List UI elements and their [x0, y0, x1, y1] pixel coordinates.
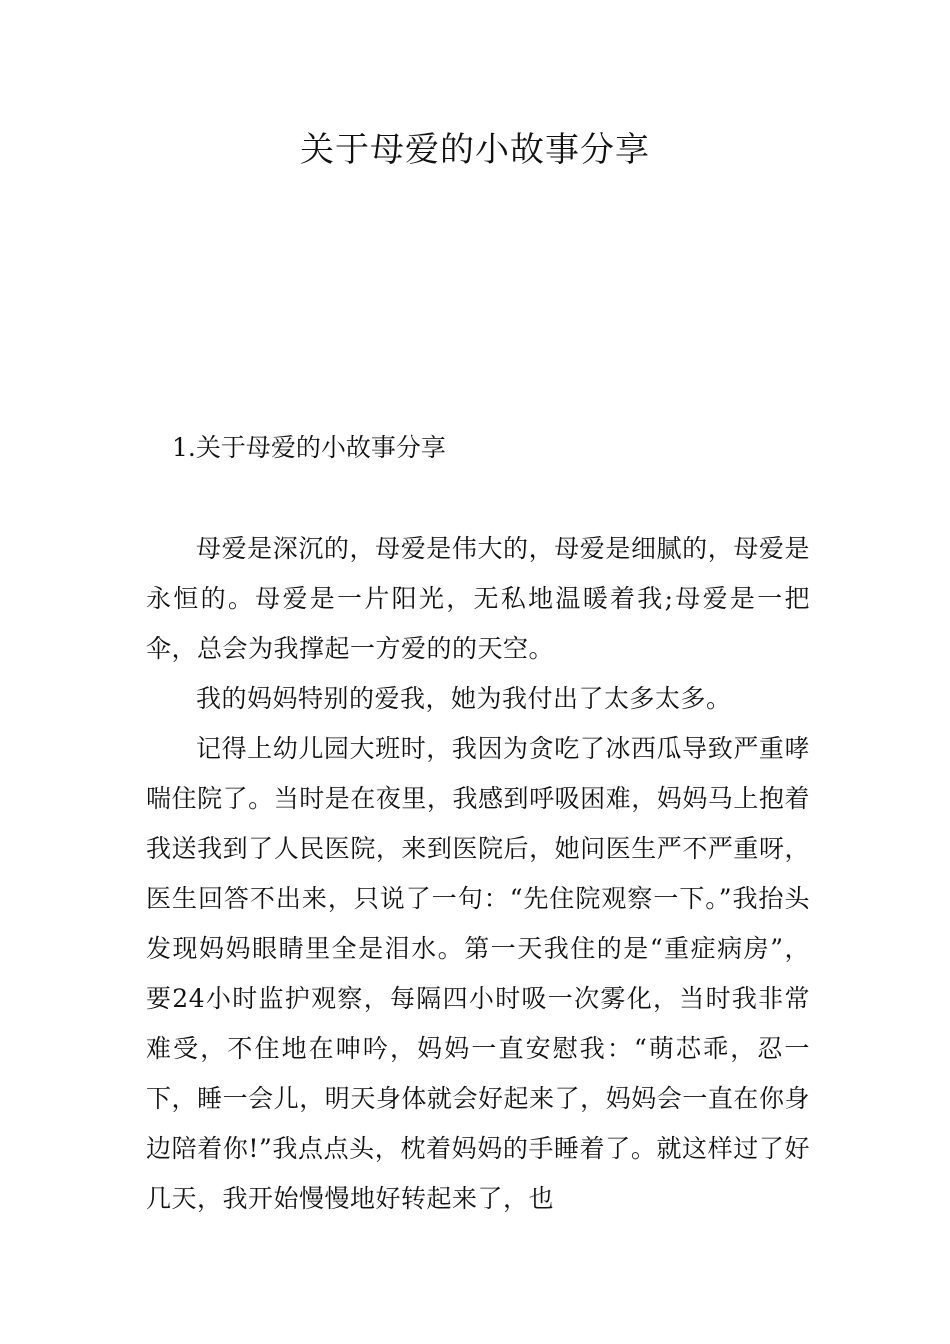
section-heading: 1.关于母爱的小故事分享: [172, 433, 446, 462]
paragraph-2: 我的妈妈特别的爱我，她为我付出了太多太多。: [196, 684, 732, 713]
paragraph-3: 记得上幼儿园大班时，我因为贪吃了冰西瓜导致严重哮喘住院了。当时是在夜里，我感到呼吸困难，妈妈马上抱着我送我到了人民医院，来到医院后，她问医生严不严重呀，医生回答不出来，只说了一句：“先住院观察一下。”我抬头发现妈妈眼睛里全是泪水。第一天我住的是“重症病房”，要24小时监护观察，每隔四小时吸一次雾化，当时我非常难受，不住地在呻吟，妈妈一直安慰我：“萌芯乖，忍一下，睡一会儿，明天身体就会好起来了，妈妈会一直在你身边陪着你!”我点点头，枕着妈妈的手睡着了。就这样过了好几天，我开始慢慢地好转起来了，也: [146, 734, 810, 1213]
document-title: 关于母爱的小故事分享: [300, 130, 650, 170]
paragraph-1: 母爱是深沉的，母爱是伟大的，母爱是细腻的，母爱是永恒的。母爱是一片阳光，无私地温暖着我;母爱是一把伞，总会为我撑起一方爱的的天空。: [146, 534, 810, 663]
body-text: [146, 524, 810, 1224]
